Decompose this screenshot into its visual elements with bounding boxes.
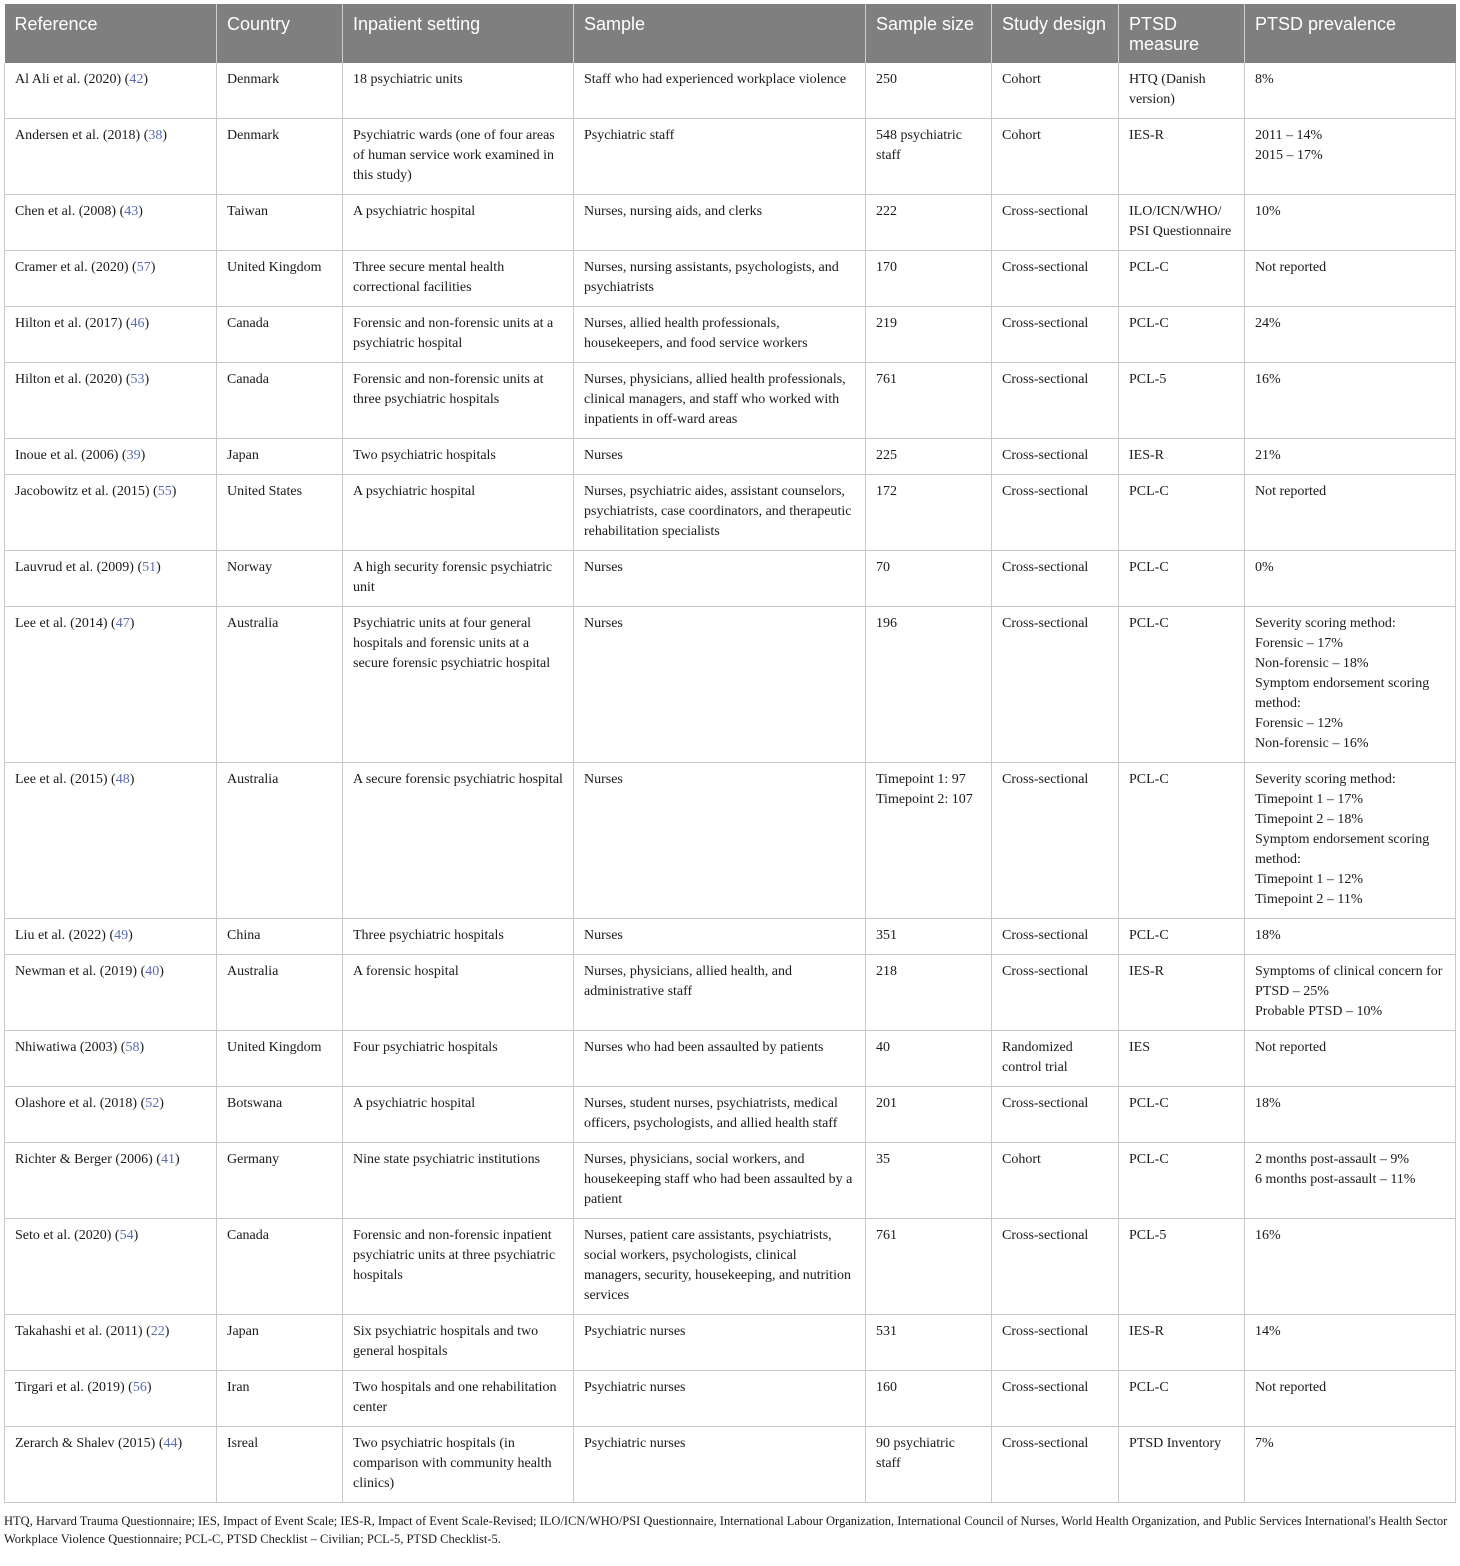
sample-size-line: 761 bbox=[876, 372, 897, 387]
cell-country: Japan bbox=[217, 1315, 343, 1371]
cell-sample: Nurses, physicians, allied health professionals, clinical managers, and staff who worked with inpatients in off-ward areas bbox=[574, 363, 866, 439]
prevalence-line: 0% bbox=[1255, 560, 1274, 575]
reference-text: Nhiwatiwa (2003) bbox=[15, 1040, 118, 1055]
sample-size-line: 35 bbox=[876, 1152, 890, 1167]
cell-sample: Nurses bbox=[574, 919, 866, 955]
cell-inpatient-setting: Forensic and non-forensic units at three psychiatric hospitals bbox=[343, 363, 574, 439]
sample-size-line: 219 bbox=[876, 316, 897, 331]
table-row bbox=[5, 475, 1456, 551]
reference-number-link[interactable]: 58 bbox=[125, 1040, 140, 1055]
cell-sample: Nurses, physicians, social workers, and housekeeping staff who had been assaulted by a patient bbox=[574, 1143, 866, 1219]
prevalence-line: Forensic – 12% bbox=[1255, 716, 1343, 731]
cell-sample-size bbox=[866, 63, 992, 119]
cell-ptsd-prevalence bbox=[1245, 1219, 1456, 1315]
cell-sample: Nurses, nursing assistants, psychologists, and psychiatrists bbox=[574, 251, 866, 307]
cell-inpatient-setting: Psychiatric wards (one of four areas of human service work examined in this study) bbox=[343, 119, 574, 195]
cell-sample-size bbox=[866, 251, 992, 307]
reference-text: Lee et al. (2014) bbox=[15, 616, 108, 631]
cell-country: Iran bbox=[217, 1371, 343, 1427]
prevalence-line: Forensic – 17% bbox=[1255, 636, 1343, 651]
cell-sample-size bbox=[866, 607, 992, 763]
reference-text: Cramer et al. (2020) bbox=[15, 260, 129, 275]
cell-sample: Nurses bbox=[574, 551, 866, 607]
reference-text: Inoue et al. (2006) bbox=[15, 448, 119, 463]
cell-inpatient-setting: A psychiatric hospital bbox=[343, 1087, 574, 1143]
reference-number-link[interactable]: 54 bbox=[119, 1228, 134, 1243]
cell-ptsd-prevalence bbox=[1245, 307, 1456, 363]
cell-reference: Hilton et al. (2017) (46) bbox=[5, 307, 217, 363]
reference-text: Newman et al. (2019) bbox=[15, 964, 138, 979]
cell-reference: Richter & Berger (2006) (41) bbox=[5, 1143, 217, 1219]
table-row bbox=[5, 919, 1456, 955]
cell-inpatient-setting: Two psychiatric hospitals (in comparison with community health clinics) bbox=[343, 1427, 574, 1503]
reference-text: Hilton et al. (2020) bbox=[15, 372, 123, 387]
cell-country: China bbox=[217, 919, 343, 955]
cell-country: United Kingdom bbox=[217, 1031, 343, 1087]
cell-reference: Newman et al. (2019) (40) bbox=[5, 955, 217, 1031]
table-body bbox=[5, 63, 1456, 1503]
cell-country: United States bbox=[217, 475, 343, 551]
cell-sample: Nurses bbox=[574, 439, 866, 475]
cell-ptsd-measure: PCL-C bbox=[1119, 919, 1245, 955]
table-row bbox=[5, 1143, 1456, 1219]
reference-number-link[interactable]: 40 bbox=[145, 964, 160, 979]
header-country: Country bbox=[217, 4, 343, 63]
reference-text: Olashore et al. (2018) bbox=[15, 1096, 138, 1111]
cell-sample: Nurses bbox=[574, 607, 866, 763]
sample-size-line: Timepoint 2: 107 bbox=[876, 792, 973, 807]
cell-sample: Nurses, physicians, allied health, and administrative staff bbox=[574, 955, 866, 1031]
reference-number-link[interactable]: 22 bbox=[150, 1324, 165, 1339]
reference-text: Richter & Berger (2006) bbox=[15, 1152, 153, 1167]
cell-ptsd-measure: IES-R bbox=[1119, 119, 1245, 195]
cell-inpatient-setting: A high security forensic psychiatric unit bbox=[343, 551, 574, 607]
cell-study-design: Cohort bbox=[992, 119, 1119, 195]
cell-inpatient-setting: Two psychiatric hospitals bbox=[343, 439, 574, 475]
cell-study-design: Cross-sectional bbox=[992, 763, 1119, 919]
reference-number-link[interactable]: 38 bbox=[148, 128, 163, 143]
reference-number-link[interactable]: 41 bbox=[160, 1152, 175, 1167]
prevalence-line: 16% bbox=[1255, 1228, 1281, 1243]
prevalence-line: 18% bbox=[1255, 928, 1281, 943]
cell-sample: Nurses, patient care assistants, psychiatrists, social workers, psychologists, clinical managers, security, housekeeping, and nutrition services bbox=[574, 1219, 866, 1315]
cell-inpatient-setting: Four psychiatric hospitals bbox=[343, 1031, 574, 1087]
cell-reference: Nhiwatiwa (2003) (58) bbox=[5, 1031, 217, 1087]
table-row bbox=[5, 763, 1456, 919]
sample-size-line: 222 bbox=[876, 204, 897, 219]
cell-study-design: Randomized control trial bbox=[992, 1031, 1119, 1087]
prevalence-line: Non-forensic – 16% bbox=[1255, 736, 1369, 751]
cell-sample: Nurses, student nurses, psychiatrists, medical officers, psychologists, and allied health staff bbox=[574, 1087, 866, 1143]
reference-number-link[interactable]: 46 bbox=[130, 316, 145, 331]
cell-reference: Al Ali et al. (2020) (42) bbox=[5, 63, 217, 119]
header-ptsd-prevalence: PTSD prevalence bbox=[1245, 4, 1456, 63]
sample-size-line: 351 bbox=[876, 928, 897, 943]
cell-country: Norway bbox=[217, 551, 343, 607]
cell-ptsd-measure: PCL-C bbox=[1119, 1371, 1245, 1427]
cell-inpatient-setting: 18 psychiatric units bbox=[343, 63, 574, 119]
cell-sample-size bbox=[866, 307, 992, 363]
reference-number-link[interactable]: 39 bbox=[126, 448, 141, 463]
reference-text: Tirgari et al. (2019) bbox=[15, 1380, 125, 1395]
cell-sample-size bbox=[866, 1315, 992, 1371]
reference-text: Liu et al. (2022) bbox=[15, 928, 106, 943]
cell-ptsd-measure: IES-R bbox=[1119, 1315, 1245, 1371]
cell-study-design: Cross-sectional bbox=[992, 475, 1119, 551]
cell-reference: Takahashi et al. (2011) (22) bbox=[5, 1315, 217, 1371]
cell-sample: Psychiatric nurses bbox=[574, 1371, 866, 1427]
cell-inpatient-setting: Forensic and non-forensic inpatient psychiatric units at three psychiatric hospitals bbox=[343, 1219, 574, 1315]
prevalence-line: Timepoint 1 – 12% bbox=[1255, 872, 1363, 887]
cell-sample-size bbox=[866, 763, 992, 919]
sample-size-line: Timepoint 1: 97 bbox=[876, 772, 966, 787]
cell-study-design: Cross-sectional bbox=[992, 551, 1119, 607]
table-row bbox=[5, 551, 1456, 607]
cell-sample-size bbox=[866, 1031, 992, 1087]
cell-ptsd-prevalence bbox=[1245, 119, 1456, 195]
cell-ptsd-prevalence bbox=[1245, 955, 1456, 1031]
cell-reference: Tirgari et al. (2019) (56) bbox=[5, 1371, 217, 1427]
cell-country: Japan bbox=[217, 439, 343, 475]
cell-sample-size bbox=[866, 1427, 992, 1503]
prevalence-line: Not reported bbox=[1255, 1040, 1327, 1055]
reference-text: Chen et al. (2008) bbox=[15, 204, 117, 219]
header-inpatient-setting: Inpatient setting bbox=[343, 4, 574, 63]
cell-inpatient-setting: A psychiatric hospital bbox=[343, 475, 574, 551]
reference-text: Takahashi et al. (2011) bbox=[15, 1324, 143, 1339]
prevalence-line: Not reported bbox=[1255, 260, 1327, 275]
table-row bbox=[5, 1427, 1456, 1503]
table-row bbox=[5, 307, 1456, 363]
sample-size-line: 250 bbox=[876, 72, 897, 87]
cell-ptsd-measure: PCL-C bbox=[1119, 251, 1245, 307]
cell-reference: Andersen et al. (2018) (38) bbox=[5, 119, 217, 195]
reference-number-link[interactable]: 56 bbox=[132, 1380, 147, 1395]
prevalence-line: 14% bbox=[1255, 1324, 1281, 1339]
cell-ptsd-prevalence bbox=[1245, 475, 1456, 551]
table-row bbox=[5, 955, 1456, 1031]
cell-sample-size bbox=[866, 551, 992, 607]
cell-sample-size bbox=[866, 1087, 992, 1143]
cell-reference: Cramer et al. (2020) (57) bbox=[5, 251, 217, 307]
sample-size-line: 201 bbox=[876, 1096, 897, 1111]
reference-number-link[interactable]: 55 bbox=[157, 484, 172, 499]
reference-number-link[interactable]: 53 bbox=[130, 372, 145, 387]
cell-sample-size bbox=[866, 919, 992, 955]
prevalence-line: Timepoint 2 – 11% bbox=[1255, 892, 1363, 907]
prevalence-line: 8% bbox=[1255, 72, 1274, 87]
cell-sample-size bbox=[866, 1143, 992, 1219]
table-row bbox=[5, 1031, 1456, 1087]
cell-country: Denmark bbox=[217, 119, 343, 195]
prevalence-line: Not reported bbox=[1255, 484, 1327, 499]
reference-text: Lee et al. (2015) bbox=[15, 772, 108, 787]
cell-reference: Inoue et al. (2006) (39) bbox=[5, 439, 217, 475]
cell-sample-size bbox=[866, 195, 992, 251]
prevalence-line: Non-forensic – 18% bbox=[1255, 656, 1369, 671]
prevalence-line: 24% bbox=[1255, 316, 1281, 331]
table-row bbox=[5, 195, 1456, 251]
cell-study-design: Cross-sectional bbox=[992, 919, 1119, 955]
prevalence-line: 6 months post-assault – 11% bbox=[1255, 1172, 1416, 1187]
cell-ptsd-measure: PCL-5 bbox=[1119, 363, 1245, 439]
header-study-design: Study design bbox=[992, 4, 1119, 63]
cell-country: Isreal bbox=[217, 1427, 343, 1503]
cell-sample: Nurses, allied health professionals, housekeepers, and food service workers bbox=[574, 307, 866, 363]
cell-ptsd-prevalence bbox=[1245, 919, 1456, 955]
sample-size-line: 548 psychiatric staff bbox=[876, 128, 962, 163]
reference-number-link[interactable]: 52 bbox=[145, 1096, 160, 1111]
sample-size-line: 172 bbox=[876, 484, 897, 499]
cell-reference: Chen et al. (2008) (43) bbox=[5, 195, 217, 251]
cell-inpatient-setting: Two hospitals and one rehabilitation center bbox=[343, 1371, 574, 1427]
cell-ptsd-measure: IES-R bbox=[1119, 955, 1245, 1031]
cell-reference: Hilton et al. (2020) (53) bbox=[5, 363, 217, 439]
prevalence-line: Timepoint 1 – 17% bbox=[1255, 792, 1363, 807]
cell-sample: Nurses, psychiatric aides, assistant counselors, psychiatrists, case coordinators, and therapeutic rehabilitation specialists bbox=[574, 475, 866, 551]
table-row bbox=[5, 63, 1456, 119]
table-row bbox=[5, 439, 1456, 475]
table-container bbox=[4, 4, 1455, 1548]
reference-text: Jacobowitz et al. (2015) bbox=[15, 484, 150, 499]
reference-text: Lauvrud et al. (2009) bbox=[15, 560, 134, 575]
cell-inpatient-setting: Three psychiatric hospitals bbox=[343, 919, 574, 955]
table-header-row bbox=[5, 4, 1456, 63]
header-ptsd-measure: PTSD measure bbox=[1119, 4, 1245, 63]
cell-study-design: Cross-sectional bbox=[992, 439, 1119, 475]
cell-ptsd-prevalence bbox=[1245, 1087, 1456, 1143]
cell-inpatient-setting: Nine state psychiatric institutions bbox=[343, 1143, 574, 1219]
cell-reference: Lee et al. (2015) (48) bbox=[5, 763, 217, 919]
prevalence-line: Severity scoring method: bbox=[1255, 772, 1396, 787]
cell-study-design: Cohort bbox=[992, 1143, 1119, 1219]
prevalence-line: 2 months post-assault – 9% bbox=[1255, 1152, 1409, 1167]
prevalence-line: Severity scoring method: bbox=[1255, 616, 1396, 631]
cell-study-design: Cohort bbox=[992, 63, 1119, 119]
prevalence-line: 2015 – 17% bbox=[1255, 148, 1323, 163]
table-row bbox=[5, 607, 1456, 763]
cell-ptsd-prevalence bbox=[1245, 1427, 1456, 1503]
cell-sample-size bbox=[866, 1219, 992, 1315]
sample-size-line: 160 bbox=[876, 1380, 897, 1395]
cell-ptsd-prevalence bbox=[1245, 251, 1456, 307]
prevalence-line: 2011 – 14% bbox=[1255, 128, 1323, 143]
cell-ptsd-measure: IES-R bbox=[1119, 439, 1245, 475]
cell-study-design: Cross-sectional bbox=[992, 195, 1119, 251]
prevalence-line: 16% bbox=[1255, 372, 1281, 387]
cell-ptsd-prevalence bbox=[1245, 1031, 1456, 1087]
header-sample-size: Sample size bbox=[866, 4, 992, 63]
cell-ptsd-measure: PCL-C bbox=[1119, 475, 1245, 551]
cell-sample-size bbox=[866, 439, 992, 475]
cell-country: Canada bbox=[217, 363, 343, 439]
prevalence-line: 10% bbox=[1255, 204, 1281, 219]
cell-reference: Liu et al. (2022) (49) bbox=[5, 919, 217, 955]
cell-ptsd-measure: ILO/ICN/WHO/ PSI Questionnaire bbox=[1119, 195, 1245, 251]
cell-ptsd-measure: PCL-C bbox=[1119, 551, 1245, 607]
cell-country: Botswana bbox=[217, 1087, 343, 1143]
cell-ptsd-prevalence bbox=[1245, 763, 1456, 919]
reference-number-link[interactable]: 47 bbox=[115, 616, 130, 631]
cell-study-design: Cross-sectional bbox=[992, 1371, 1119, 1427]
sample-size-line: 170 bbox=[876, 260, 897, 275]
cell-sample-size bbox=[866, 363, 992, 439]
cell-reference: Lauvrud et al. (2009) (51) bbox=[5, 551, 217, 607]
cell-ptsd-measure: PTSD Inventory bbox=[1119, 1427, 1245, 1503]
cell-inpatient-setting: A forensic hospital bbox=[343, 955, 574, 1031]
cell-inpatient-setting: Psychiatric units at four general hospitals and forensic units at a secure forensic psychiatric hospital bbox=[343, 607, 574, 763]
sample-size-line: 225 bbox=[876, 448, 897, 463]
cell-sample: Nurses who had been assaulted by patients bbox=[574, 1031, 866, 1087]
table-row bbox=[5, 119, 1456, 195]
sample-size-line: 70 bbox=[876, 560, 890, 575]
header-reference: Reference bbox=[5, 4, 217, 63]
cell-ptsd-prevalence bbox=[1245, 607, 1456, 763]
table-row bbox=[5, 363, 1456, 439]
cell-ptsd-prevalence bbox=[1245, 439, 1456, 475]
cell-country: United Kingdom bbox=[217, 251, 343, 307]
cell-reference: Jacobowitz et al. (2015) (55) bbox=[5, 475, 217, 551]
prevalence-line: Not reported bbox=[1255, 1380, 1327, 1395]
reference-text: Andersen et al. (2018) bbox=[15, 128, 141, 143]
cell-country: Australia bbox=[217, 607, 343, 763]
cell-study-design: Cross-sectional bbox=[992, 251, 1119, 307]
cell-ptsd-measure: PCL-C bbox=[1119, 763, 1245, 919]
ptsd-studies-table bbox=[4, 4, 1456, 1503]
prevalence-line: Probable PTSD – 10% bbox=[1255, 1004, 1383, 1019]
cell-ptsd-prevalence bbox=[1245, 1315, 1456, 1371]
cell-ptsd-measure: PCL-C bbox=[1119, 1143, 1245, 1219]
cell-ptsd-prevalence bbox=[1245, 1143, 1456, 1219]
cell-inpatient-setting: A secure forensic psychiatric hospital bbox=[343, 763, 574, 919]
reference-number-link[interactable]: 43 bbox=[124, 204, 139, 219]
cell-sample-size bbox=[866, 955, 992, 1031]
reference-number-link[interactable]: 49 bbox=[114, 928, 129, 943]
cell-study-design: Cross-sectional bbox=[992, 955, 1119, 1031]
table-row bbox=[5, 1315, 1456, 1371]
cell-ptsd-measure: IES bbox=[1119, 1031, 1245, 1087]
cell-study-design: Cross-sectional bbox=[992, 1427, 1119, 1503]
cell-sample-size bbox=[866, 475, 992, 551]
prevalence-line: Symptoms of clinical concern for PTSD – 25% bbox=[1255, 964, 1443, 999]
table-footnote: HTQ, Harvard Trauma Questionnaire; IES, Impact of Event Scale; IES-R, Impact of Event Scale-Revised; ILO/ICN/WHO/PSI Questionnaire, International Labour Organization, International Council of Nurses, World Health Organization, and Public Services International's Health Sector Workplace Violence Questionnaire; PCL-C, PTSD Checklist – Civilian; PCL-5, PTSD Checklist-5. bbox=[4, 1514, 1448, 1546]
cell-study-design: Cross-sectional bbox=[992, 1087, 1119, 1143]
cell-ptsd-prevalence bbox=[1245, 551, 1456, 607]
reference-text: Seto et al. (2020) bbox=[15, 1228, 112, 1243]
cell-sample: Nurses, nursing aids, and clerks bbox=[574, 195, 866, 251]
reference-number-link[interactable]: 44 bbox=[163, 1436, 178, 1451]
prevalence-line: 7% bbox=[1255, 1436, 1274, 1451]
reference-text: Al Ali et al. (2020) bbox=[15, 72, 122, 87]
sample-size-line: 218 bbox=[876, 964, 897, 979]
cell-ptsd-measure: PCL-5 bbox=[1119, 1219, 1245, 1315]
cell-reference: Lee et al. (2014) (47) bbox=[5, 607, 217, 763]
reference-text: Zerarch & Shalev (2015) bbox=[15, 1436, 156, 1451]
prevalence-line: Symptom endorsement scoring method: bbox=[1255, 832, 1430, 867]
sample-size-line: 761 bbox=[876, 1228, 897, 1243]
cell-sample: Nurses bbox=[574, 763, 866, 919]
cell-country: Canada bbox=[217, 1219, 343, 1315]
table-row bbox=[5, 1087, 1456, 1143]
sample-size-line: 196 bbox=[876, 616, 897, 631]
cell-reference: Olashore et al. (2018) (52) bbox=[5, 1087, 217, 1143]
cell-study-design: Cross-sectional bbox=[992, 1315, 1119, 1371]
cell-ptsd-measure: HTQ (Danish version) bbox=[1119, 63, 1245, 119]
cell-study-design: Cross-sectional bbox=[992, 363, 1119, 439]
cell-country: Australia bbox=[217, 955, 343, 1031]
cell-sample-size bbox=[866, 119, 992, 195]
cell-study-design: Cross-sectional bbox=[992, 307, 1119, 363]
cell-ptsd-measure: PCL-C bbox=[1119, 1087, 1245, 1143]
cell-inpatient-setting: A psychiatric hospital bbox=[343, 195, 574, 251]
reference-number-link[interactable]: 42 bbox=[129, 72, 144, 87]
sample-size-line: 531 bbox=[876, 1324, 897, 1339]
cell-ptsd-prevalence bbox=[1245, 363, 1456, 439]
cell-study-design: Cross-sectional bbox=[992, 607, 1119, 763]
cell-sample-size bbox=[866, 1371, 992, 1427]
prevalence-line: Timepoint 2 – 18% bbox=[1255, 812, 1363, 827]
cell-sample: Psychiatric staff bbox=[574, 119, 866, 195]
cell-ptsd-prevalence bbox=[1245, 1371, 1456, 1427]
cell-inpatient-setting: Forensic and non-forensic units at a psychiatric hospital bbox=[343, 307, 574, 363]
cell-country: Germany bbox=[217, 1143, 343, 1219]
reference-number-link[interactable]: 48 bbox=[115, 772, 130, 787]
cell-sample: Psychiatric nurses bbox=[574, 1427, 866, 1503]
cell-ptsd-prevalence bbox=[1245, 195, 1456, 251]
cell-inpatient-setting: Three secure mental health correctional facilities bbox=[343, 251, 574, 307]
header-sample: Sample bbox=[574, 4, 866, 63]
cell-sample: Staff who had experienced workplace violence bbox=[574, 63, 866, 119]
sample-size-line: 40 bbox=[876, 1040, 890, 1055]
reference-number-link[interactable]: 57 bbox=[136, 260, 151, 275]
cell-reference: Zerarch & Shalev (2015) (44) bbox=[5, 1427, 217, 1503]
table-row bbox=[5, 251, 1456, 307]
cell-country: Denmark bbox=[217, 63, 343, 119]
table-row bbox=[5, 1371, 1456, 1427]
cell-ptsd-measure: PCL-C bbox=[1119, 307, 1245, 363]
reference-number-link[interactable]: 51 bbox=[142, 560, 157, 575]
reference-text: Hilton et al. (2017) bbox=[15, 316, 123, 331]
cell-country: Australia bbox=[217, 763, 343, 919]
cell-ptsd-prevalence bbox=[1245, 63, 1456, 119]
sample-size-line: 90 psychiatric staff bbox=[876, 1436, 955, 1471]
table-row bbox=[5, 1219, 1456, 1315]
cell-reference: Seto et al. (2020) (54) bbox=[5, 1219, 217, 1315]
prevalence-line: 21% bbox=[1255, 448, 1281, 463]
cell-country: Canada bbox=[217, 307, 343, 363]
cell-country: Taiwan bbox=[217, 195, 343, 251]
cell-inpatient-setting: Six psychiatric hospitals and two general hospitals bbox=[343, 1315, 574, 1371]
cell-study-design: Cross-sectional bbox=[992, 1219, 1119, 1315]
cell-ptsd-measure: PCL-C bbox=[1119, 607, 1245, 763]
prevalence-line: 18% bbox=[1255, 1096, 1281, 1111]
cell-sample: Psychiatric nurses bbox=[574, 1315, 866, 1371]
prevalence-line: Symptom endorsement scoring method: bbox=[1255, 676, 1430, 711]
